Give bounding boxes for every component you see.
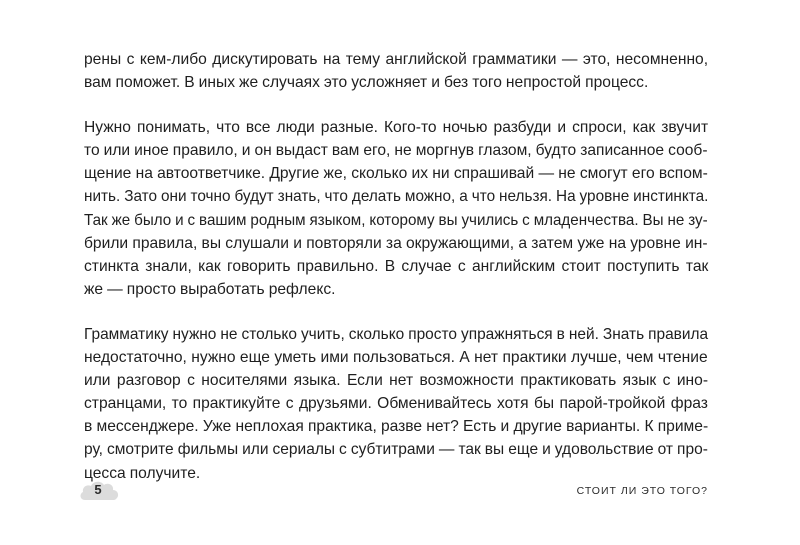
text-line: Нужно понимать, что все люди разные. Кого-то ночью разбуди и спроси, как звучит [84, 119, 709, 137]
paragraph-gap [84, 301, 708, 323]
page-number: 5 [94, 482, 102, 497]
text-line: цесса получите. [84, 464, 201, 482]
text-line: брили правила, вы слушали и повторяли за окружающими, а затем уже на уровне ин- [84, 234, 708, 252]
text-line: стинкта знали, как говорить правильно. В случае с английским стоит поступить так [84, 257, 709, 275]
paragraph-3 [84, 323, 708, 485]
paragraph-1 [84, 48, 708, 94]
text-line: Грамматику нужно не столько учить, сколько просто упражняться в ней. Знать правила [84, 325, 709, 343]
paragraph-2 [84, 116, 708, 301]
text-line: рены с кем-либо дискутировать на тему английской грамматики — это, несомненно, [84, 51, 709, 68]
text-line: недостаточно, нужно еще уметь ими пользоваться. А нет практики лучше, чем чтение [84, 349, 708, 367]
text-line: же — просто выработать рефлекс. [84, 280, 336, 298]
page-number-badge [79, 479, 121, 503]
paragraph-gap [84, 94, 708, 116]
text-line: щение на автоответчике. Другие же, сколько их ни спрашивай — не смогут его вспом- [84, 165, 708, 183]
page-footer [0, 478, 800, 508]
text-line: вам поможет. В иных же случаях это усложняет и без того непростой процесс. [84, 74, 649, 92]
text-line: в мессенджере. Уже неплохая практика, разве нет? Есть и другие варианты. К приме- [84, 418, 709, 436]
text-line: нить. Зато они точно будут знать, что делать можно, а что нельзя. На уровне инстинкта. [84, 188, 709, 206]
text-line: странцами, то практикуйте с друзьями. Обменивайтесь хотя бы парой-тройкой фраз [84, 395, 708, 413]
page-body [84, 48, 708, 485]
text-line: ру, смотрите фильмы или сериалы с субтитрами — так вы еще и удовольствие от про- [84, 441, 708, 459]
text-line: или разговор с носителями языка. Если нет возможности практиковать язык с ино- [84, 372, 709, 390]
running-head: СТОИТ ЛИ ЭТО ТОГО? [576, 485, 708, 497]
text-line: то или иное правило, и он выдаст вам его, не моргнув глазом, будто записанное сооб- [84, 142, 708, 160]
text-line: Так же было и с вашим родным языком, которому вы учились с младенчества. Вы не зу- [84, 211, 708, 229]
